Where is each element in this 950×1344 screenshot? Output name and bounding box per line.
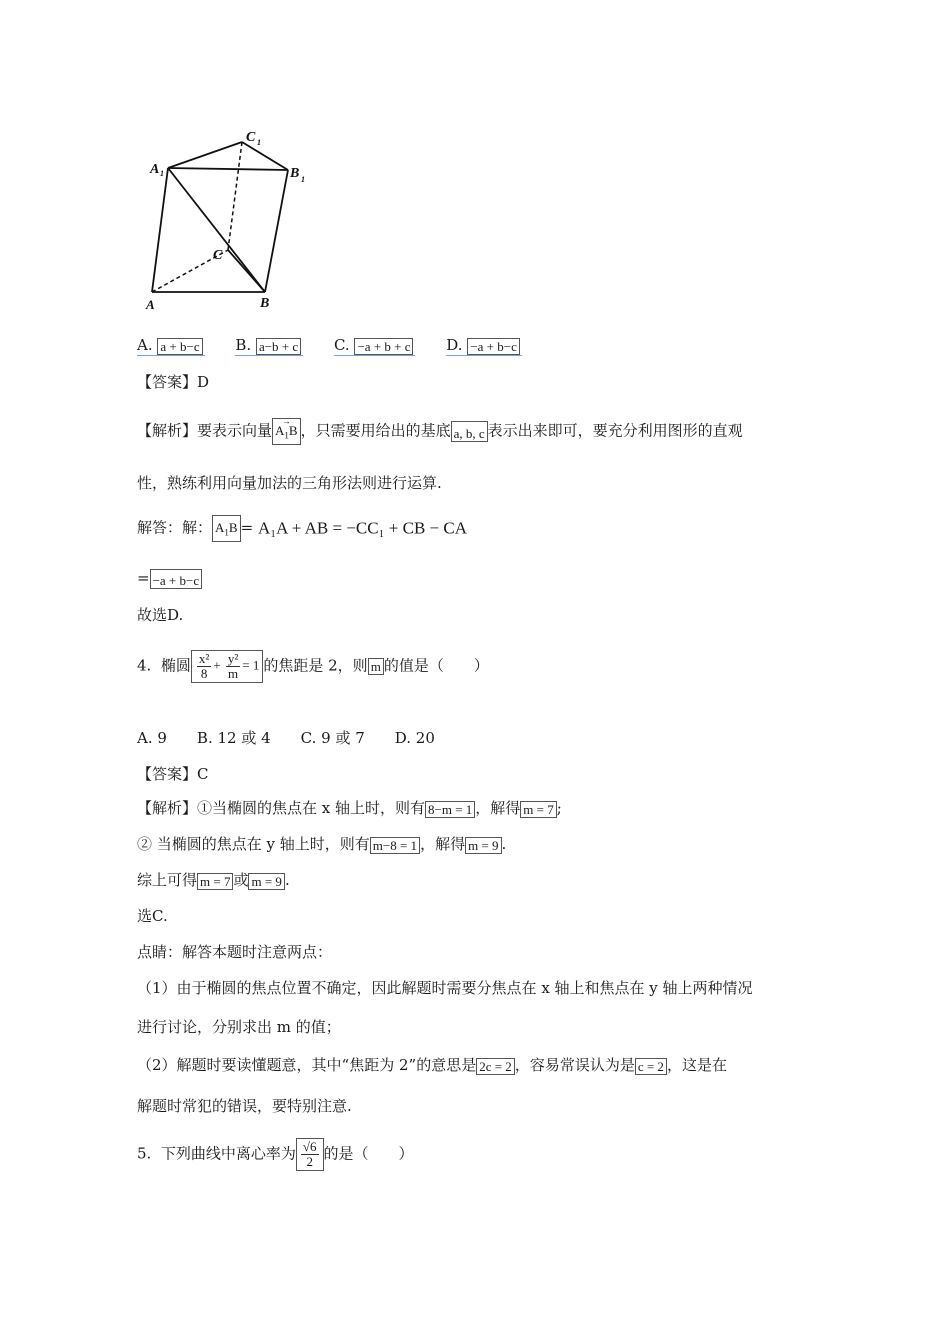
q4-answer: 【答案】C (137, 765, 209, 783)
solution-expression: A₁A + AB = −CC₁ + CB − CA (257, 518, 467, 538)
q3-option-c: C. −a + b + c (334, 335, 416, 356)
ellipse-equation: $\frac{\text{x²}}{8}$ + $\frac{\text{y²}}{m}$ = 1 (191, 650, 264, 683)
q5-question: 5. 下列曲线中离心率为 $\frac{√6}{2}$ 的是（ ） (137, 1139, 414, 1169)
q4-tip1-line1: （1）由于椭圆的焦点位置不确定，因此解题时需要分焦点在 x 轴上和焦点在 y 轴上两种情况 (137, 979, 753, 997)
label-c1-sub: 1 (257, 138, 261, 147)
q3-result: = −a + b−c (137, 568, 202, 589)
label-a: A (146, 297, 155, 312)
eccentricity-fraction: $\frac{√6}{2}$ (296, 1138, 324, 1171)
q4-options: A. 9 B. 12 或 4 C. 9 或 7 D. 20 (137, 729, 435, 747)
q3-options (137, 335, 548, 356)
label-a1-sub: 1 (160, 169, 164, 178)
q3-option-a: A. a + b−c (137, 335, 205, 356)
q4-tip1-line2: 进行讨论，分别求出 m 的值； (137, 1018, 341, 1036)
q4-analysis-1: 【解析】①当椭圆的焦点在 x 轴上时，则有 8−m = 1 ，解得 m = 7 ; (137, 799, 562, 817)
label-b: B (260, 296, 270, 311)
label-b1: B (290, 166, 300, 181)
q4-tip2-line1: （2）解题时要读懂题意，其中“焦距为 2”的意思是 2c = 2 ，容易常误认为是 c = 2 ，这是在 (137, 1056, 727, 1074)
label-a1: A (150, 162, 160, 177)
q4-choice: 选C. (137, 907, 168, 925)
q3-analysis-line1: 【解析】要表示向量→ $A_1B$ ，只需要用给出的基底 a, b, c 表示出来即可，要充分利用图形的直观 (137, 418, 743, 445)
q4-analysis-3: 综上可得 m = 7 或 m = 9 . (137, 871, 290, 889)
q4-question: 4. 椭圆 $\frac{\text{x²}}{8}$ + $\frac{\text{y²}}{m}$ = 1 的焦距是 2，则 m 的值是（ ） (137, 651, 489, 681)
q4-tip-title: 点睛：解答本题时注意两点： (137, 943, 333, 961)
q3-answer: 【答案】D (137, 373, 210, 391)
prism-figure (140, 125, 320, 315)
q3-analysis-line2: 性，熟练利用向量加法的三角形法则进行运算. (137, 474, 442, 492)
q3-solution: 解答：解： $A_1B = A_1A$ + AB = −CC₁ + CB − CA (137, 515, 467, 542)
q3-option-b: B. a−b + c (235, 335, 303, 356)
q4-analysis-2: ② 当椭圆的焦点在 y 轴上时，则有 m−8 = 1 ，解得 m = 9 . (137, 835, 507, 853)
label-c: C (213, 248, 223, 263)
q3-option-d: D. −a + b−c (446, 335, 522, 356)
q3-conclusion: 故选D. (137, 606, 184, 624)
label-c1: C (246, 130, 256, 145)
label-b1-sub: 1 (301, 175, 305, 184)
q4-tip2-line2: 解题时常犯的错误，要特别注意. (137, 1097, 352, 1115)
